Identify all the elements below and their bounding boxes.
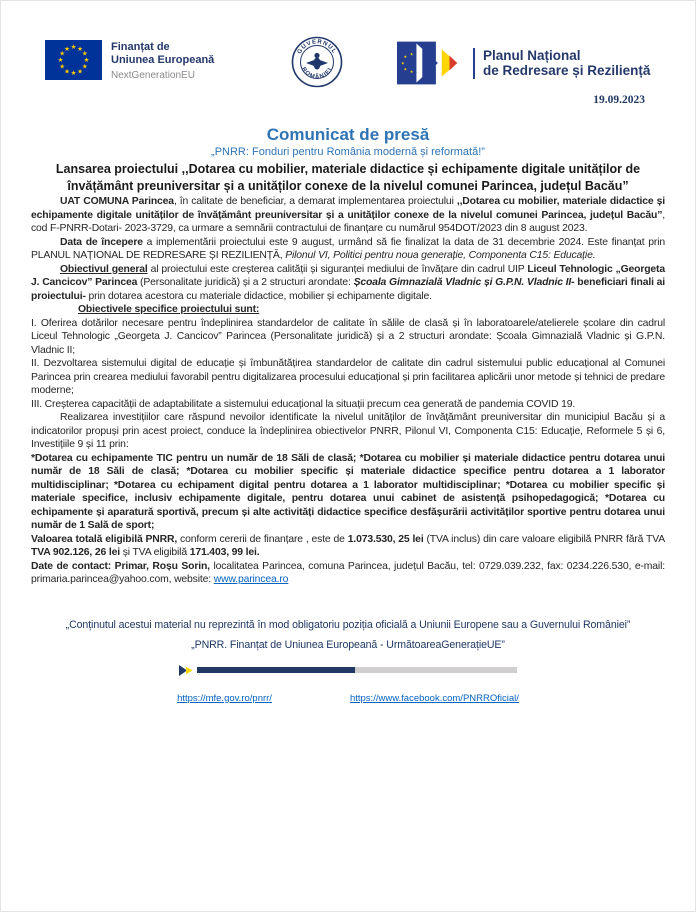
pnrr-slogan: „PNRR: Fonduri pentru România modernă și reformată!”	[211, 146, 485, 158]
guvernul-romaniei-seal	[291, 36, 343, 93]
bar-navy-segment	[197, 667, 355, 673]
objective-item-3: III. Creșterea capacității de adaptabilitate a sistemului educațional la situații precum cea generată de pandemia COVID 19.	[31, 398, 576, 410]
svg-text:★: ★	[64, 67, 70, 76]
total-eligible-value: 1.073.530, 25 lei	[347, 533, 424, 545]
contact-person: Date de contact: Primar, Roșu Sorin,	[31, 560, 210, 572]
objective-item-1: I. Oferirea dotărilor necesare pentru îndeplinirea standardelor de calitate în sălile de clasă și în laboratoarele/atelierele școlare din cadrul Liceul Tehnologic „Georgeta J. Cancicov” Parincea (Personalitate juridică) și a 2 structuri arondate: Școala Gimnazială Vladnic și G.P.N. Vladnic II;	[31, 317, 665, 356]
paragraph-general-objective: Obiectivul general al proiectului este creșterea calității și siguranței mediului de învățare din cadrul UIP Liceul Tehnologic „Georgeta J. Cancicov” Parincea (Personalitate juridică) și a 2 structuri arondate: Școala Gimnazială Vladnic și G.P.N. Vladnic II- beneficiari finali ai proiectului- prin dotarea acestora cu materiale didactice, mobilier și echipamente digitale.	[31, 263, 666, 302]
svg-text:★: ★	[59, 49, 66, 58]
svg-text:★: ★	[64, 44, 70, 53]
government-seal-icon	[291, 36, 343, 88]
project-name: ,,Dotarea cu mobilier, materiale didactice și echipamente digitale unităților de învățământ preuniversitar și a unităților conexe de la nivelul comunei Parincea, județul Bacău”	[31, 196, 665, 221]
specific-objectives-heading: Obiectivele specifice proiectului sunt:	[78, 304, 260, 315]
svg-text:★: ★	[70, 43, 77, 52]
page-title: Comunicat de presă	[266, 125, 430, 144]
svg-text:★: ★	[401, 60, 405, 66]
eu-logo-text-line2: Uniunea Europeană	[111, 54, 215, 66]
paragraph-contact: Date de contact: Primar, Roșu Sorin, localitatea Parincea, comuna Parincea, județul Bacău, tel: 0729.039.232, fax: 0234.226.530, e-mail: primaria.parincea@yahoo.com, website: www.parincea.ro	[31, 560, 665, 585]
bar-gray-segment	[355, 667, 517, 673]
website-link[interactable]: www.parincea.ro	[213, 574, 289, 585]
paragraph-total-value: Valoarea totală eligibilă PNRR, conform cererii de finanțare , este de 1.073.530, 25 lei (TVA inclus) din care valoare eligibilă PNRR fără TVA TVA 902.126, 26 lei și TVA eligibilă 171.403, 99 lei.	[31, 533, 666, 558]
eu-logo-text-line1: Finanțat de	[111, 41, 170, 53]
svg-text:★: ★	[59, 62, 66, 71]
svg-text:★: ★	[409, 51, 414, 57]
svg-text:★: ★	[77, 67, 83, 76]
eligible-vat-value: 171.403, 99 lei.	[189, 547, 260, 558]
paragraph-investments-items: *Dotarea cu echipamente TIC pentru un număr de 18 Săli de clasă; *Dotarea cu mobilier și materiale didactice pentru dotarea unui număr de 18 Săli de clasă; *Dotarea cu mobilier specific și materiale didactice specifice pentru dotarea a 1 laborator multidisciplinar; *Dotarea cu echipament digital pentru dotarea a 1 laborator multidisciplinar; *Dotarea cu mobilier specific și materiale specifice, inclusiv echipamente digitale, pentru dotarea unui cabinet de asistență psihopedagogică; *Dotarea cu echipamente și aparatură sportivă, precum și alte activități didactice specifice desfășurării activităților sportive pentru dotarea unui număr de 1 Sală de sport;	[31, 452, 665, 531]
svg-text:ROMÂNIEI: ROMÂNIEI	[299, 66, 334, 81]
svg-text:GUVERNUL: GUVERNUL	[296, 39, 338, 56]
facebook-pnrr-link[interactable]: https://www.facebook.com/PNRROficial/	[349, 692, 519, 704]
objective-item-2: II. Dezvoltarea sistemului digital de educație și îmbunătățirea standardelor de calitate din cadrul sistemului public educațional al Comunei Parincea prin crearea mediului favorabil pentru digitalizarea procesului educațional și prin facilitarea aplicării unor metode și tehnici de predare moderne;	[31, 358, 665, 396]
beneficiary-name: UAT COMUNA Parincea	[60, 196, 174, 207]
svg-text:★: ★	[409, 69, 414, 75]
eu-flag-icon	[45, 40, 102, 80]
svg-text:★: ★	[403, 54, 408, 60]
svg-text:★: ★	[81, 49, 88, 58]
footer-disclaimer: „Conținutul acestui material nu reprezintă în mod obligatoriu poziția oficială a Uniunii Europene sau a Guvernului României”	[65, 618, 631, 631]
svg-text:★: ★	[403, 66, 408, 72]
pnrr-logo-text-line1: Planul Național	[483, 47, 581, 63]
pnrr-progress-bar	[31, 665, 665, 676]
project-title: Lansarea proiectului ,,Dotarea cu mobilier, materiale didactice și echipamente digitale unităților de învățământ preuniversitar și a unităților conexe de la nivelul comunei Parincea, județul Bacău”	[55, 162, 641, 193]
svg-text:★: ★	[70, 69, 77, 78]
mfe-gov-link[interactable]: https://mfe.gov.ro/pnrr/	[177, 692, 272, 704]
footer-pnrr-motto: „PNRR. Finanțat de Uniunea Europeană - UrmătoareaGenerațieUE”	[191, 638, 505, 651]
svg-text:★: ★	[83, 56, 90, 65]
paragraph-beneficiary: UAT COMUNA Parincea, în calitate de beneficiar, a demarat implementarea proiectului ,,Dotarea cu mobilier, materiale didactice și echipamente digitale unităților de învățământ preuniversitar și a unităților conexe de la nivelul comunei Parincea, județul Bacău”, cod F-PNRR-Dotari- 2023-3729, ca urmare a semnării contractului de finanțare cu numărul 954DOT/2023 din 8 august 2023.	[31, 196, 665, 234]
document-date: 19.09.2023	[593, 94, 645, 106]
eu-funding-logo	[45, 40, 214, 82]
pnrr-logo-text-line2: de Redresare și Reziliență	[483, 63, 651, 78]
svg-text:★: ★	[81, 62, 88, 71]
svg-text:★: ★	[77, 44, 83, 53]
document-header	[31, 36, 665, 124]
school-name: Liceul Tehnologic „Georgeta J. Cancicov” Parincea	[31, 263, 665, 288]
value-without-vat: TVA 902.126, 26 lei	[31, 547, 120, 558]
paragraph-timeline: Data de începere a implementării proiectului este 9 august, urmând să fie finalizat la data de 31 decembrie 2024. Este finanțat prin PLANUL NAȚIONAL DE REDRESARE ȘI REZILIENȚĂ, Pilonul VI, Politici pentru noua generație, Componenta C15: Educație.	[31, 236, 665, 261]
svg-text:★: ★	[57, 56, 64, 65]
footer-links	[31, 693, 665, 704]
pnrr-arrow-icon	[179, 665, 197, 676]
pnrr-logo	[397, 40, 650, 86]
pnrr-logo-icon	[397, 40, 467, 86]
affiliated-schools: Școala Gimnazială Vladnic și G.P.N. Vladnic II-	[353, 277, 575, 288]
eu-logo-text-line3: NextGenerationEU	[111, 70, 195, 81]
paragraph-investments-intro: Realizarea investițiilor care răspund nevoilor identificate la nivelul unităților de învățământ preuniversitar din municipiul Bacău și a indicatorilor propuși prin acest proiect, conduce la îndeplinirea obiectivelor PNRR, Pilonul VI, Componenta C15: Educație, Reformele 5 și 6, Investițiile 9 și 11 prin:	[31, 412, 665, 450]
pnrr-component-reference: Pilonul VI, Politici pentru noua generație, Componenta C15: Educație.	[285, 250, 596, 261]
